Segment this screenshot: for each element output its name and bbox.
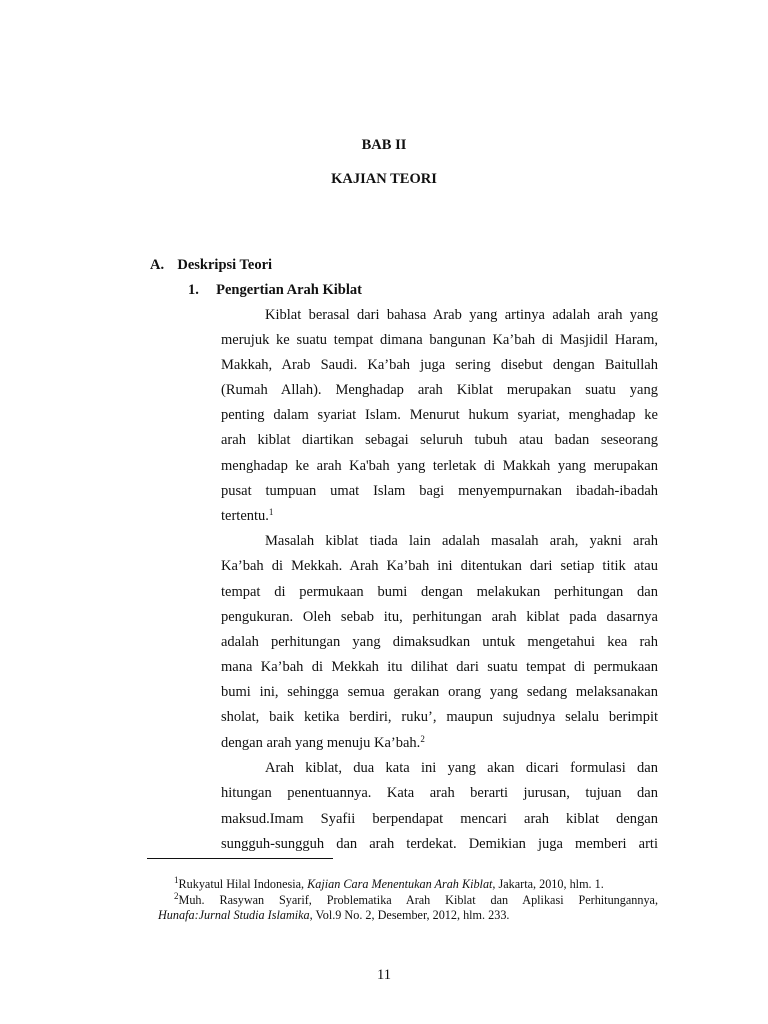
- paragraph-line: Masalah kiblat tiada lain adalah masalah arah, yakni arah: [265, 533, 658, 549]
- footnote-2-continuation: [158, 908, 509, 923]
- footnote-text: Rukyatul Hilal Indonesia,: [178, 877, 308, 891]
- paragraph-line: [221, 734, 658, 752]
- chapter-label: BAB II: [361, 137, 407, 153]
- paragraph-line: pusat tumpuan umat Islam bagi menyempurnakan ibadah-ibadah: [221, 483, 658, 499]
- paragraph-line: Kiblat berasal dari bahasa Arab yang artinya adalah arah yang: [265, 307, 658, 323]
- footnote-2: [174, 893, 658, 908]
- page-number: 11: [377, 967, 391, 983]
- paragraph-line-text: dengan arah yang menuju Ka’bah.: [221, 735, 421, 751]
- paragraph-line: penting dalam syariat Islam. Menurut hukum syariat, menghadap ke: [221, 407, 658, 423]
- footnote-text: , Vol.9 No. 2, Desember, 2012, hlm. 233.: [309, 908, 510, 922]
- section-label: A.: [150, 257, 165, 273]
- footnote-ref: 1: [268, 507, 274, 517]
- paragraph-line: pengukuran. Oleh sebab itu, perhitungan arah kiblat pada dasarnya: [221, 609, 658, 625]
- subsection-number: 1.: [188, 282, 199, 298]
- footnote-number: 2: [174, 891, 179, 901]
- paragraph-line: Ka’bah di Mekkah. Arah Ka’bah ini ditentukan dari setiap titik atau: [221, 558, 658, 574]
- section-heading: [150, 257, 272, 274]
- paragraph-line-text: tertentu.: [221, 508, 269, 524]
- footnote-text: , Jakarta, 2010, hlm. 1.: [492, 877, 604, 891]
- subsection-heading: [188, 282, 362, 299]
- paragraph-line: sholat, baik ketika berdiri, ruku’, maupun sujudnya selalu berimpit: [221, 709, 658, 725]
- paragraph-line: menghadap ke arah Ka'bah yang terletak di Makkah yang merupakan: [221, 458, 658, 474]
- chapter-title: KAJIAN TEORI: [331, 171, 437, 187]
- footnote-separator: [147, 858, 333, 859]
- footnote-title: Hunafa:Jurnal Studia Islamika: [158, 908, 310, 922]
- subsection-title: Pengertian Arah Kiblat: [216, 282, 362, 298]
- paragraph-line: hitungan penentuannya. Kata arah berarti jurusan, tujuan dan: [221, 785, 658, 801]
- footnote-text: Muh. Rasywan Syarif, Problematika Arah Kiblat dan Aplikasi Perhitungannya,: [178, 893, 658, 907]
- paragraph-line: mana Ka’bah di Mekkah itu dilihat dari suatu tempat di permukaan: [221, 659, 658, 675]
- paragraph-line: adalah perhitungan yang dimaksudkan untuk mengetahui kea rah: [221, 634, 658, 650]
- paragraph-line: merujuk ke suatu tempat dimana bangunan Ka’bah di Masjidil Haram,: [221, 332, 658, 348]
- paragraph-line: sungguh-sungguh dan arah terdekat. Demikian juga memberi arti: [221, 836, 658, 852]
- footnote-ref: 2: [420, 734, 425, 744]
- paragraph-line: Makkah, Arab Saudi. Ka’bah juga sering disebut dengan Baitullah: [221, 357, 658, 373]
- paragraph-line: Arah kiblat, dua kata ini yang akan dicari formulasi dan: [265, 760, 658, 776]
- paragraph-line: [221, 507, 658, 525]
- paragraph-line: maksud.Imam Syafii berpendapat mencari arah kiblat dengan: [221, 811, 658, 827]
- paragraph-line: arah kiblat diartikan sebagai seluruh tubuh atau badan seseorang: [221, 432, 658, 448]
- paragraph-line: tempat di permukaan bumi dengan melakukan perhitungan dan: [221, 584, 658, 600]
- footnote-1: [174, 877, 604, 892]
- paragraph-line: (Rumah Allah). Menghadap arah Kiblat merupakan suatu yang: [221, 382, 658, 398]
- section-title: Deskripsi Teori: [177, 257, 273, 273]
- footnote-title: Kajian Cara Menentukan Arah Kiblat: [307, 877, 493, 891]
- footnote-number: 1: [174, 875, 179, 885]
- paragraph-line: bumi ini, sehingga semua gerakan orang yang sedang melaksanakan: [221, 684, 658, 700]
